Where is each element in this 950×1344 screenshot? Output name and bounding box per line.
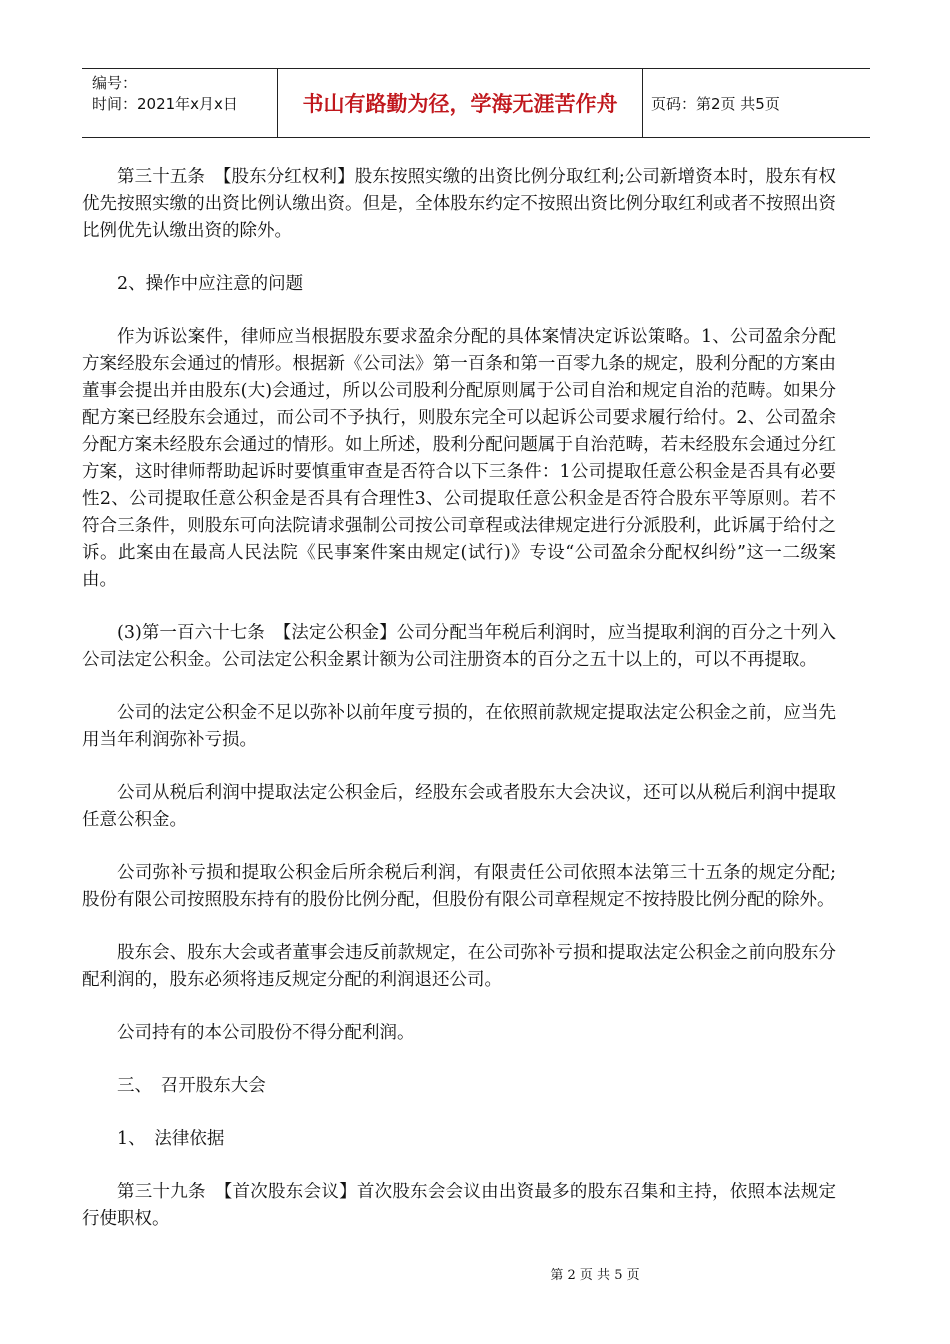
paragraph-article-167: (3)第一百六十七条 【法定公积金】公司分配当年税后利润时，应当提取利润的百分之十列入公司法定公积金。公司法定公积金累计额为公司注册资本的百分之五十以上的，可以不再提取。 xyxy=(82,623,836,670)
header-motto: 书山有路勤为径，学海无涯苦作舟 xyxy=(278,69,643,137)
paragraph-own-shares: 公司持有的本公司股份不得分配利润。 xyxy=(117,1023,415,1043)
document-number: 编号： xyxy=(92,74,138,92)
paragraph-loss-offset: 公司的法定公积金不足以弥补以前年度亏损的，在依照前款规定提取法定公积金之前，应当先用当年利润弥补亏损。 xyxy=(82,703,836,750)
page-header xyxy=(82,68,870,138)
paragraph-article-35: 第三十五条 【股东分红权利】股东按照实缴的出资比例分取红利;公司新增资本时，股东有权优先按照实缴的出资比例认缴出资。但是，全体股东约定不按照出资比例分取红利或者不按照出资比例优先认缴出资的除外。 xyxy=(82,167,836,241)
paragraph-heading-issues: 2、操作中应注意的问题 xyxy=(117,274,304,294)
subsection-heading-legal-basis: 1、 法律依据 xyxy=(117,1129,225,1149)
page-footer: 第 2 页 共 5 页 xyxy=(550,1268,640,1283)
section-heading-shareholder-meeting: 三、 召开股东大会 xyxy=(117,1076,266,1096)
paragraph-discretionary-reserve: 公司从税后利润中提取法定公积金后，经股东会或者股东大会决议，还可以从税后利润中提取任意公积金。 xyxy=(82,783,836,830)
header-meta xyxy=(82,69,278,137)
document-body xyxy=(82,164,836,1259)
header-page-number: 页码：第2页 共5页 xyxy=(651,94,780,113)
paragraph-profit-distribution: 公司弥补亏损和提取公积金后所余税后利润，有限责任公司依照本法第三十五条的规定分配;股份有限公司按照股东持有的股份比例分配，但股份有限公司章程规定不按持股比例分配的除外。 xyxy=(82,863,836,910)
paragraph-litigation-strategy: 作为诉讼案件，律师应当根据股东要求盈余分配的具体案情决定诉讼策略。1、公司盈余分配方案经股东会通过的情形。根据新《公司法》第一百条和第一百零九条的规定，股利分配的方案由董事会提出并由股东(大)会通过，所以公司股利分配原则属于公司自治和规定自治的范畴。如果分配方案已经股东会通过，而公司不予执行，则股东完全可以起诉公司要求履行给付。2、公司盈余分配方案未经股东会通过的情形。如上所述，股利分配问题属于自治范畴，若未经股东会通过分红方案，这时律师帮助起诉时要慎重审查是否符合以下三条件：1公司提取任意公积金是否具有必要性2、公司提取任意公积金是否具有合理性3、公司提取任意公积金是否符合股东平等原则。若不符合三条件，则股东可向法院请求强制公司按公司章程或法律规定进行分派股利，此诉属于给付之诉。此案由在最高人民法院《民事案件案由规定(试行)》专设“公司盈余分配权纠纷”这一二级案由。 xyxy=(82,327,836,590)
paragraph-article-39: 第三十九条 【首次股东会议】首次股东会会议由出资最多的股东召集和主持，依照本法规定行使职权。 xyxy=(82,1182,836,1229)
document-date: 时间：2021年x月x日 xyxy=(92,95,238,113)
paragraph-violation-return: 股东会、股东大会或者董事会违反前款规定，在公司弥补亏损和提取法定公积金之前向股东分配利润的，股东必须将违反规定分配的利润退还公司。 xyxy=(82,943,836,990)
